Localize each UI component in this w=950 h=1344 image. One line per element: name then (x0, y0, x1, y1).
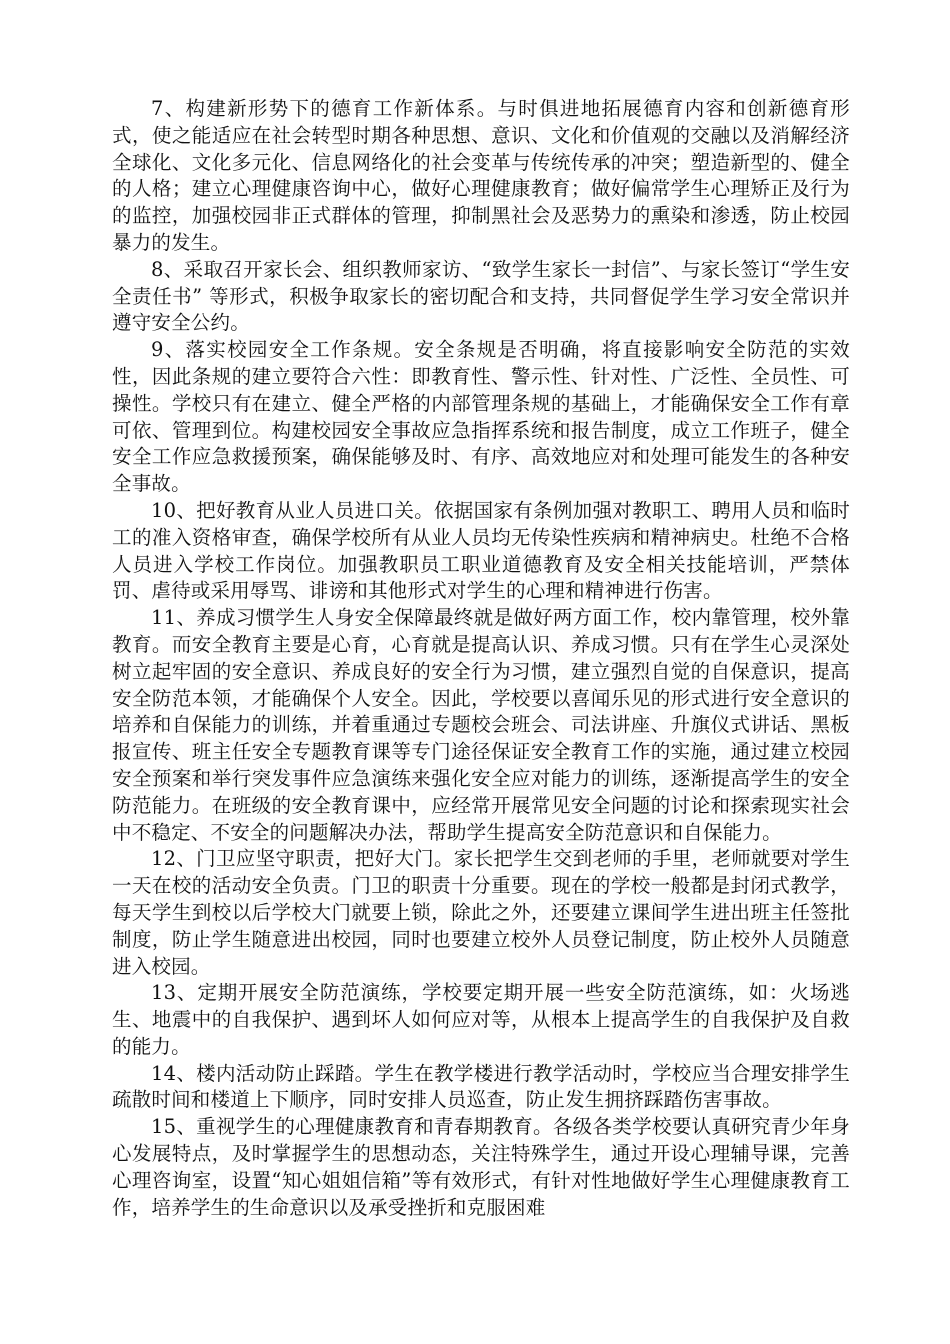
paragraph-item-12: 12、门卫应坚守职责，把好大门。家长把学生交到老师的手里，老师就要对学生一天在校的活动安全负责。门卫的职责十分重要。现在的学校一般都是封闭式教学，每天学生到校以后学校大门就要上锁，除此之外，还要建立课间学生进出班主任签批制度，防止学生随意进出校园，同时也要建立校外人员登记制度，防止校外人员随意进入校园。 (112, 847, 850, 978)
paragraph-item-8: 8、采取召开家长会、组织教师家访、“致学生家长一封信”、与家长签订“学生安全责任书” 等形式，积极争取家长的密切配合和支持，共同督促学生学习安全常识并遵守安全公约。 (112, 257, 850, 335)
paragraph-item-7: 7、构建新形势下的德育工作新体系。与时俱进地拓展德育内容和创新德育形式，使之能适应在社会转型时期各种思想、意识、文化和价值观的交融以及消解经济全球化、文化多元化、信息网络化的社会变革与传统传承的冲突；塑造新型的、健全的人格；建立心理健康咨询中心，做好心理健康教育；做好偏常学生心理矫正及行为的监控，加强校园非正式群体的管理，抑制黑社会及恶势力的熏染和渗透，防止校园暴力的发生。 (112, 97, 850, 254)
paragraph-item-13: 13、定期开展安全防范演练，学校要定期开展一些安全防范演练，如：火场逃生、地震中的自我保护、遇到坏人如何应对等，从根本上提高学生的自我保护及自救的能力。 (112, 981, 850, 1058)
paragraph-item-10: 10、把好教育从业人员进口关。依据国家有条例加强对教职工、聘用人员和临时工的准入资格审查，确保学校所有从业人员均无传染性疾病和精神病史。杜绝不合格人员进入学校工作岗位。加强教职员工职业道德教育及安全相关技能培训，严禁体罚、虐待或采用辱骂、诽谤和其他形式对学生的心理和精神进行伤害。 (112, 498, 850, 603)
paragraph-item-15: 15、重视学生的心理健康教育和青春期教育。各级各类学校要认真研究青少年身心发展特点，及时掌握学生的思想动态，关注特殊学生，通过开设心理辅导课，完善心理咨询室，设置“知心姐姐信箱”等有效形式，有针对性地做好学生心理健康教育工作，培养学生的生命意识以及承受挫折和克服困难 (112, 1115, 850, 1219)
paragraph-item-11: 11、养成习惯学生人身安全保障最终就是做好两方面工作，校内靠管理，校外靠教育。而安全教育主要是心育，心育就是提高认识、养成习惯。只有在学生心灵深处树立起牢固的安全意识、养成良好的安全行为习惯，建立强烈自觉的自保意识，提高安全防范本领，才能确保个人安全。因此，学校要以喜闻乐见的形式进行安全意识的培养和自保能力的训练，并着重通过专题校会班会、司法讲座、升旗仪式讲话、黑板报宣传、班主任安全专题教育课等专门途径保证安全教育工作的实施，通过建立校园安全预案和举行突发事件应急演练来强化安全应对能力的训练，逐渐提高学生的安全防范能力。在班级的安全教育课中，应经常开展常见安全问题的讨论和探索现实社会中不稳定、不安全的问题解决办法，帮助学生提高安全防范意识和自保能力。 (112, 606, 850, 844)
document-page (112, 96, 850, 1221)
paragraph-item-14: 14、楼内活动防止踩踏。学生在教学楼进行教学活动时，学校应当合理安排学生疏散时间和楼道上下顺序，同时安排人员巡查，防止发生拥挤踩踏伤害事故。 (112, 1061, 850, 1112)
paragraph-item-9: 9、落实校园安全工作条规。安全条规是否明确，将直接影响安全防范的实效性，因此条规的建立要符合六性：即教育性、警示性、针对性、广泛性、全员性、可操性。学校只有在建立、健全严格的内部管理条规的基础上，才能确保安全工作有章可依、管理到位。构建校园安全事故应急指挥系统和报告制度，成立工作班子，健全安全工作应急救援预案，确保能够及时、有序、高效地应对和处理可能发生的各种安全事故。 (112, 338, 850, 496)
